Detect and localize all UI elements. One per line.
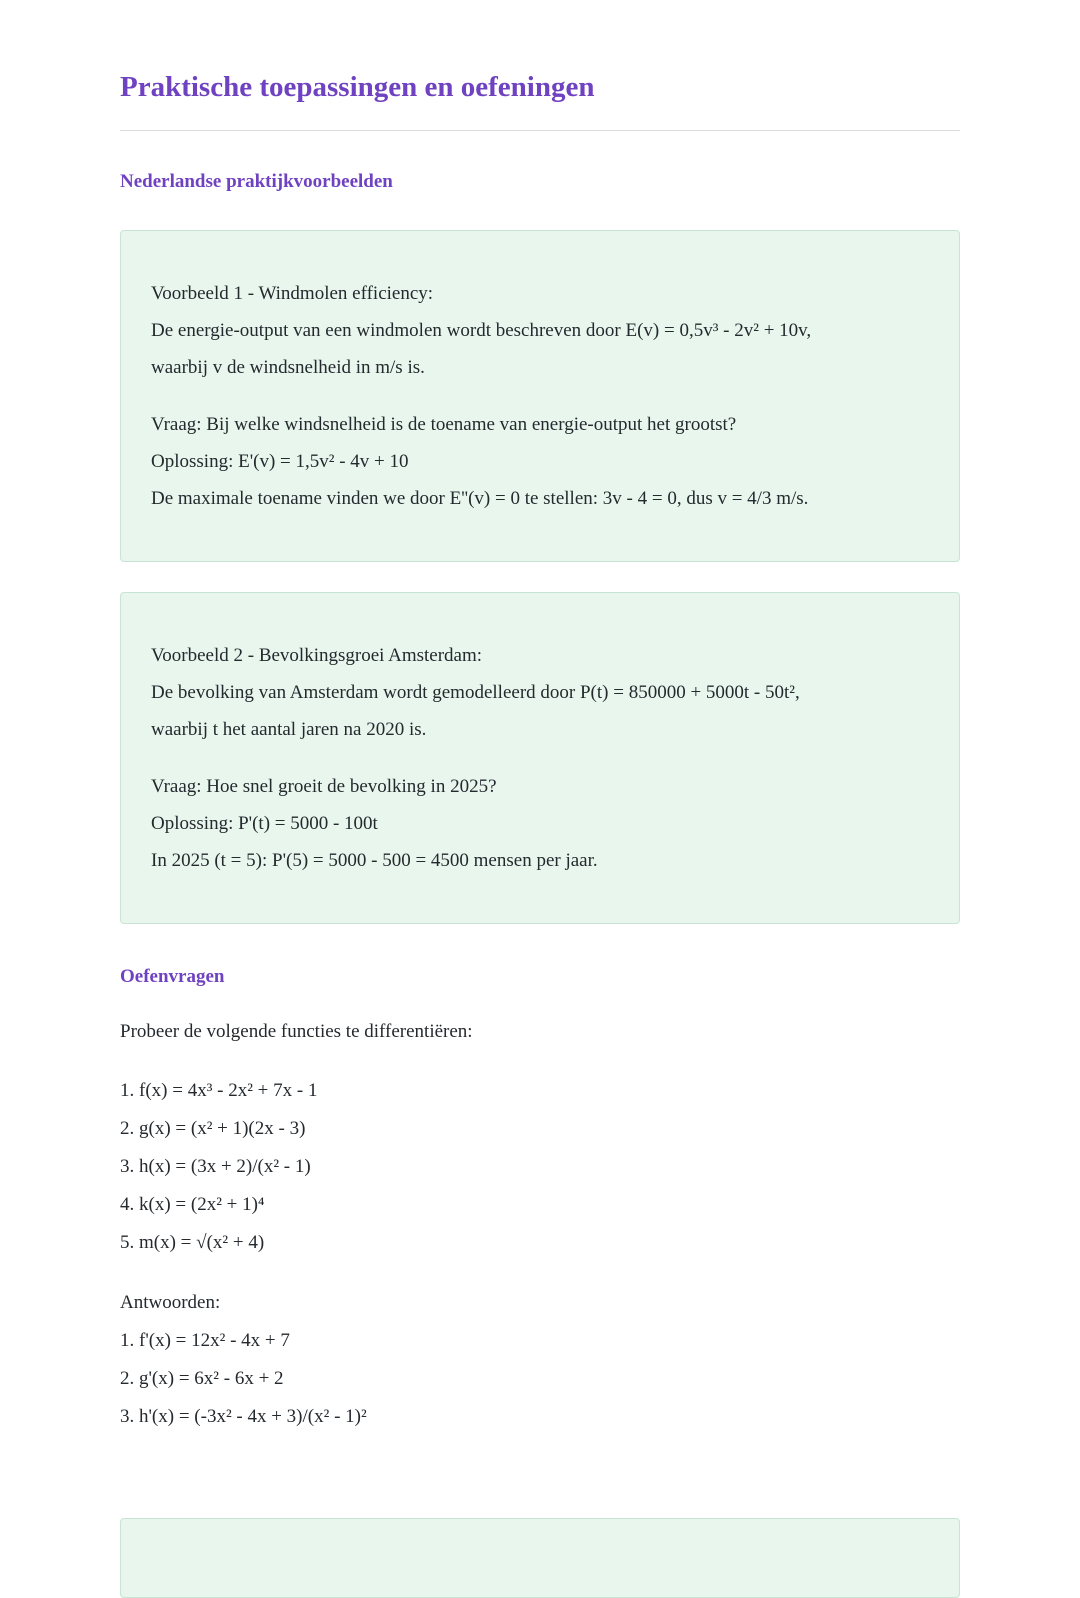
example-paragraph [151,637,929,748]
answers-list [120,1322,960,1436]
example-line: In 2025 (t = 5): P'(5) = 5000 - 500 = 4500 mensen per jaar. [151,849,598,871]
example-line: Oplossing: P'(t) = 5000 - 100t [151,812,378,834]
exercise-list [120,1072,960,1262]
example-box-bevolkingsgroei [120,592,960,924]
section-heading-praktijkvoorbeelden: Nederlandse praktijkvoorbeelden [120,170,393,192]
example-paragraph [151,406,929,517]
exercise-item: 1. f(x) = 4x³ - 2x² + 7x - 1 [120,1080,318,1102]
answer-item: 3. h'(x) = (-3x² - 4x + 3)/(x² - 1)² [120,1406,367,1428]
example-box-partial [120,1518,960,1598]
example-line: Vraag: Hoe snel groeit de bevolking in 2025? [151,775,497,797]
example-line: Vraag: Bij welke windsnelheid is de toename van energie-output het grootst? [151,413,737,435]
answers-label: Antwoorden: [120,1292,221,1314]
example-line: Voorbeeld 1 - Windmolen efficiency: [151,282,434,304]
exercise-item: 2. g(x) = (x² + 1)(2x - 3) [120,1118,306,1140]
example-paragraph [151,275,929,386]
page-title: Praktische toepassingen en oefeningen [120,71,595,103]
section-divider [120,130,960,131]
example-line: waarbij t het aantal jaren na 2020 is. [151,718,427,740]
example-box-windmolen [120,230,960,562]
exercises-intro: Probeer de volgende functies te differentiëren: [120,1021,473,1043]
example-line: Voorbeeld 2 - Bevolkingsgroei Amsterdam: [151,644,483,666]
example-line: waarbij v de windsnelheid in m/s is. [151,356,425,378]
example-line: Oplossing: E'(v) = 1,5v² - 4v + 10 [151,450,409,472]
example-line: De maximale toename vinden we door E''(v) = 0 te stellen: 3v - 4 = 0, dus v = 4/3 m/s. [151,487,809,509]
answer-item: 2. g'(x) = 6x² - 6x + 2 [120,1368,284,1390]
exercise-item: 5. m(x) = √(x² + 4) [120,1232,265,1254]
exercise-item: 4. k(x) = (2x² + 1)⁴ [120,1194,265,1216]
example-line: De energie-output van een windmolen wordt beschreven door E(v) = 0,5v³ - 2v² + 10v, [151,319,812,341]
answer-item: 1. f'(x) = 12x² - 4x + 7 [120,1330,290,1352]
exercise-item: 3. h(x) = (3x + 2)/(x² - 1) [120,1156,311,1178]
example-paragraph [151,768,929,879]
example-line: De bevolking van Amsterdam wordt gemodelleerd door P(t) = 850000 + 5000t - 50t², [151,681,800,703]
section-heading-oefenvragen: Oefenvragen [120,965,225,987]
